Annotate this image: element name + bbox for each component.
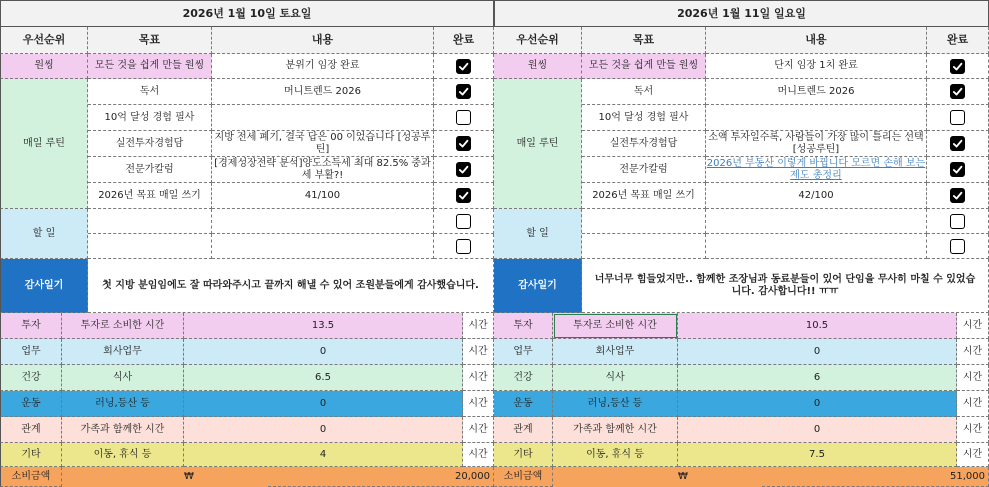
- routine-goal: 10억 달성 경험 필사: [582, 105, 706, 131]
- time-value[interactable]: 0: [184, 339, 463, 365]
- routine-content[interactable]: [706, 105, 927, 131]
- column-header-content: 내용: [212, 27, 434, 54]
- routine-done-cell: [927, 105, 989, 131]
- todo-content[interactable]: [706, 209, 927, 234]
- todo-content[interactable]: [212, 234, 434, 259]
- time-value[interactable]: 4: [184, 443, 463, 467]
- time-unit: 시간: [463, 339, 494, 365]
- time-unit: 시간: [957, 391, 989, 417]
- time-category: 건강: [0, 365, 62, 391]
- time-category: 투자: [494, 313, 553, 339]
- column-header-goal: 목표: [88, 27, 212, 54]
- time-label: 가족과 함께한 시간: [553, 417, 678, 443]
- spend-spacer: [62, 467, 184, 487]
- time-category: 업무: [494, 339, 553, 365]
- routine-label: 매일 루틴: [0, 79, 88, 209]
- time-value[interactable]: 0: [184, 417, 463, 443]
- checkmark-icon: [458, 164, 469, 175]
- checkmark-icon: [952, 138, 963, 149]
- todo-content[interactable]: [212, 209, 434, 234]
- wonsing-label: 원씽: [0, 54, 88, 79]
- day-panel-left: [0, 0, 494, 487]
- done-checkbox[interactable]: [950, 188, 965, 203]
- done-checkbox[interactable]: [456, 162, 471, 177]
- time-value[interactable]: 6.5: [184, 365, 463, 391]
- routine-goal: 2026년 목표 매일 쓰기: [582, 183, 706, 209]
- routine-done-cell: [434, 131, 494, 157]
- checkmark-icon: [458, 86, 469, 97]
- routine-content[interactable]: [경제성장전략 분석]양도소득세 최대 82.5% 중과세 부활?!: [212, 157, 434, 183]
- done-checkbox[interactable]: [950, 59, 965, 74]
- todo-done-cell: [434, 234, 494, 259]
- gratitude-label: 감사일기: [0, 259, 88, 313]
- time-unit: 시간: [957, 365, 989, 391]
- column-header-priority: 우선순위: [494, 27, 582, 54]
- todo-label: 할 일: [494, 209, 582, 259]
- spend-spacer: [553, 467, 678, 487]
- column-header-goal: 목표: [582, 27, 706, 54]
- routine-content[interactable]: 41/100: [212, 183, 434, 209]
- time-label: 식사: [62, 365, 184, 391]
- checkmark-icon: [952, 86, 963, 97]
- done-checkbox[interactable]: [456, 188, 471, 203]
- routine-content[interactable]: 머니트렌드 2026: [706, 79, 927, 105]
- todo-goal[interactable]: [88, 209, 212, 234]
- routine-goal: 실전투자경험담: [582, 131, 706, 157]
- time-unit: 시간: [957, 443, 989, 467]
- wonsing-goal: 모든 것을 쉽게 만들 원씽: [582, 54, 706, 79]
- routine-label: 매일 루틴: [494, 79, 582, 209]
- spend-label: 소비금액: [0, 467, 62, 487]
- todo-goal[interactable]: [582, 234, 706, 259]
- time-label: 식사: [553, 365, 678, 391]
- time-unit: 시간: [957, 339, 989, 365]
- time-unit: 시간: [463, 391, 494, 417]
- routine-done-cell: [434, 79, 494, 105]
- done-checkbox[interactable]: [456, 214, 471, 229]
- routine-done-cell: [927, 183, 989, 209]
- routine-goal: 실전투자경험담: [88, 131, 212, 157]
- routine-done-cell: [434, 157, 494, 183]
- column-header-content: 내용: [706, 27, 927, 54]
- time-category: 업무: [0, 339, 62, 365]
- time-unit: 시간: [463, 443, 494, 467]
- done-checkbox[interactable]: [456, 59, 471, 74]
- routine-content[interactable]: 2026년 부동산 이렇게 바뀝니다 모르면 손해 보는 제도 총정리: [706, 157, 927, 183]
- todo-done-cell: [927, 209, 989, 234]
- time-label: 이동, 휴식 등: [553, 443, 678, 467]
- time-unit: 시간: [463, 365, 494, 391]
- done-checkbox[interactable]: [950, 136, 965, 151]
- checkmark-icon: [458, 61, 469, 72]
- gratitude-text[interactable]: 너무너무 힘들었지만.. 함께한 조장님과 동료분들이 있어 단임을 무사히 마칠 수 있었습니다. 감사합니다!! ㅠㅠ: [582, 259, 989, 313]
- column-header-done: 완료: [434, 27, 494, 54]
- checkmark-icon: [952, 190, 963, 201]
- checkmark-icon: [458, 138, 469, 149]
- time-value[interactable]: 0: [678, 339, 957, 365]
- time-value[interactable]: 6: [678, 365, 957, 391]
- routine-content[interactable]: 지방 전세 폐기, 결국 답은 00 이었습니다 [성공루틴]: [212, 131, 434, 157]
- checkmark-icon: [458, 190, 469, 201]
- routine-content[interactable]: [212, 105, 434, 131]
- routine-done-cell: [927, 79, 989, 105]
- time-category: 건강: [494, 365, 553, 391]
- time-unit: 시간: [957, 417, 989, 443]
- currency-symbol: ₩: [184, 467, 268, 487]
- gratitude-label: 감사일기: [494, 259, 582, 313]
- time-label: 회사업무: [62, 339, 184, 365]
- routine-goal: 독서: [88, 79, 212, 105]
- time-value[interactable]: 10.5: [678, 313, 957, 339]
- routine-done-cell: [434, 105, 494, 131]
- wonsing-content[interactable]: 분위기 임장 완료: [212, 54, 434, 79]
- time-unit: 시간: [463, 417, 494, 443]
- day-panel-right: [494, 0, 989, 487]
- time-category: 관계: [0, 417, 62, 443]
- column-header-priority: 우선순위: [0, 27, 88, 54]
- todo-content[interactable]: [706, 234, 927, 259]
- spend-label: 소비금액: [494, 467, 553, 487]
- done-checkbox[interactable]: [950, 110, 965, 125]
- time-unit: 시간: [463, 313, 494, 339]
- routine-done-cell: [434, 183, 494, 209]
- checkmark-icon: [952, 61, 963, 72]
- time-value[interactable]: 0: [678, 417, 957, 443]
- todo-done-cell: [927, 234, 989, 259]
- currency-symbol: ₩: [678, 467, 762, 487]
- time-category: 운동: [0, 391, 62, 417]
- wonsing-goal: 모든 것을 쉽게 만들 원씽: [88, 54, 212, 79]
- done-checkbox[interactable]: [950, 239, 965, 254]
- done-checkbox[interactable]: [950, 214, 965, 229]
- checkmark-icon: [952, 164, 963, 175]
- routine-goal: 2026년 목표 매일 쓰기: [88, 183, 212, 209]
- routine-goal: 전문가칼럼: [88, 157, 212, 183]
- time-unit: 시간: [957, 313, 989, 339]
- wonsing-label: 원씽: [494, 54, 582, 79]
- time-label: 러닝,등산 등: [553, 391, 678, 417]
- time-label: 러닝,등산 등: [62, 391, 184, 417]
- done-checkbox[interactable]: [950, 84, 965, 99]
- todo-goal[interactable]: [582, 209, 706, 234]
- date-title: 2026년 1월 10일 토요일: [0, 0, 494, 27]
- time-value[interactable]: 0: [184, 391, 463, 417]
- column-header-done: 완료: [927, 27, 989, 54]
- routine-content[interactable]: 머니트렌드 2026: [212, 79, 434, 105]
- gratitude-text[interactable]: 첫 지방 분임임에도 잘 따라와주시고 끝까지 해낼 수 있어 조원분들에게 감사했습니다.: [88, 259, 494, 313]
- routine-done-cell: [927, 157, 989, 183]
- routine-content[interactable]: 소액 투자일수록, 사람들이 가장 많이 틀리는 선택 [성공루틴]: [706, 131, 927, 157]
- time-category: 관계: [494, 417, 553, 443]
- done-checkbox[interactable]: [456, 239, 471, 254]
- time-label: 가족과 함께한 시간: [62, 417, 184, 443]
- time-label: 이동, 휴식 등: [62, 443, 184, 467]
- done-checkbox[interactable]: [456, 110, 471, 125]
- time-label: 투자로 소비한 시간: [553, 313, 678, 339]
- routine-goal: 독서: [582, 79, 706, 105]
- done-checkbox[interactable]: [456, 84, 471, 99]
- wonsing-content[interactable]: 단지 임장 1치 완료: [706, 54, 927, 79]
- time-category: 운동: [494, 391, 553, 417]
- time-category: 투자: [0, 313, 62, 339]
- routine-goal: 10억 달성 경험 필사: [88, 105, 212, 131]
- routine-done-cell: [927, 131, 989, 157]
- time-value[interactable]: 0: [678, 391, 957, 417]
- done-checkbox[interactable]: [456, 136, 471, 151]
- date-title: 2026년 1월 11일 일요일: [494, 0, 989, 27]
- routine-content[interactable]: 42/100: [706, 183, 927, 209]
- wonsing-done-cell: [927, 54, 989, 79]
- done-checkbox[interactable]: [950, 162, 965, 177]
- spend-amount[interactable]: 20,000: [268, 467, 494, 487]
- wonsing-done-cell: [434, 54, 494, 79]
- routine-goal: 전문가칼럼: [582, 157, 706, 183]
- todo-label: 할 일: [0, 209, 88, 259]
- time-label: 투자로 소비한 시간: [62, 313, 184, 339]
- time-value[interactable]: 7.5: [678, 443, 957, 467]
- time-value[interactable]: 13.5: [184, 313, 463, 339]
- time-category: 기타: [0, 443, 62, 467]
- spend-amount[interactable]: 51,000: [762, 467, 989, 487]
- time-category: 기타: [494, 443, 553, 467]
- todo-goal[interactable]: [88, 234, 212, 259]
- todo-done-cell: [434, 209, 494, 234]
- time-label: 회사업무: [553, 339, 678, 365]
